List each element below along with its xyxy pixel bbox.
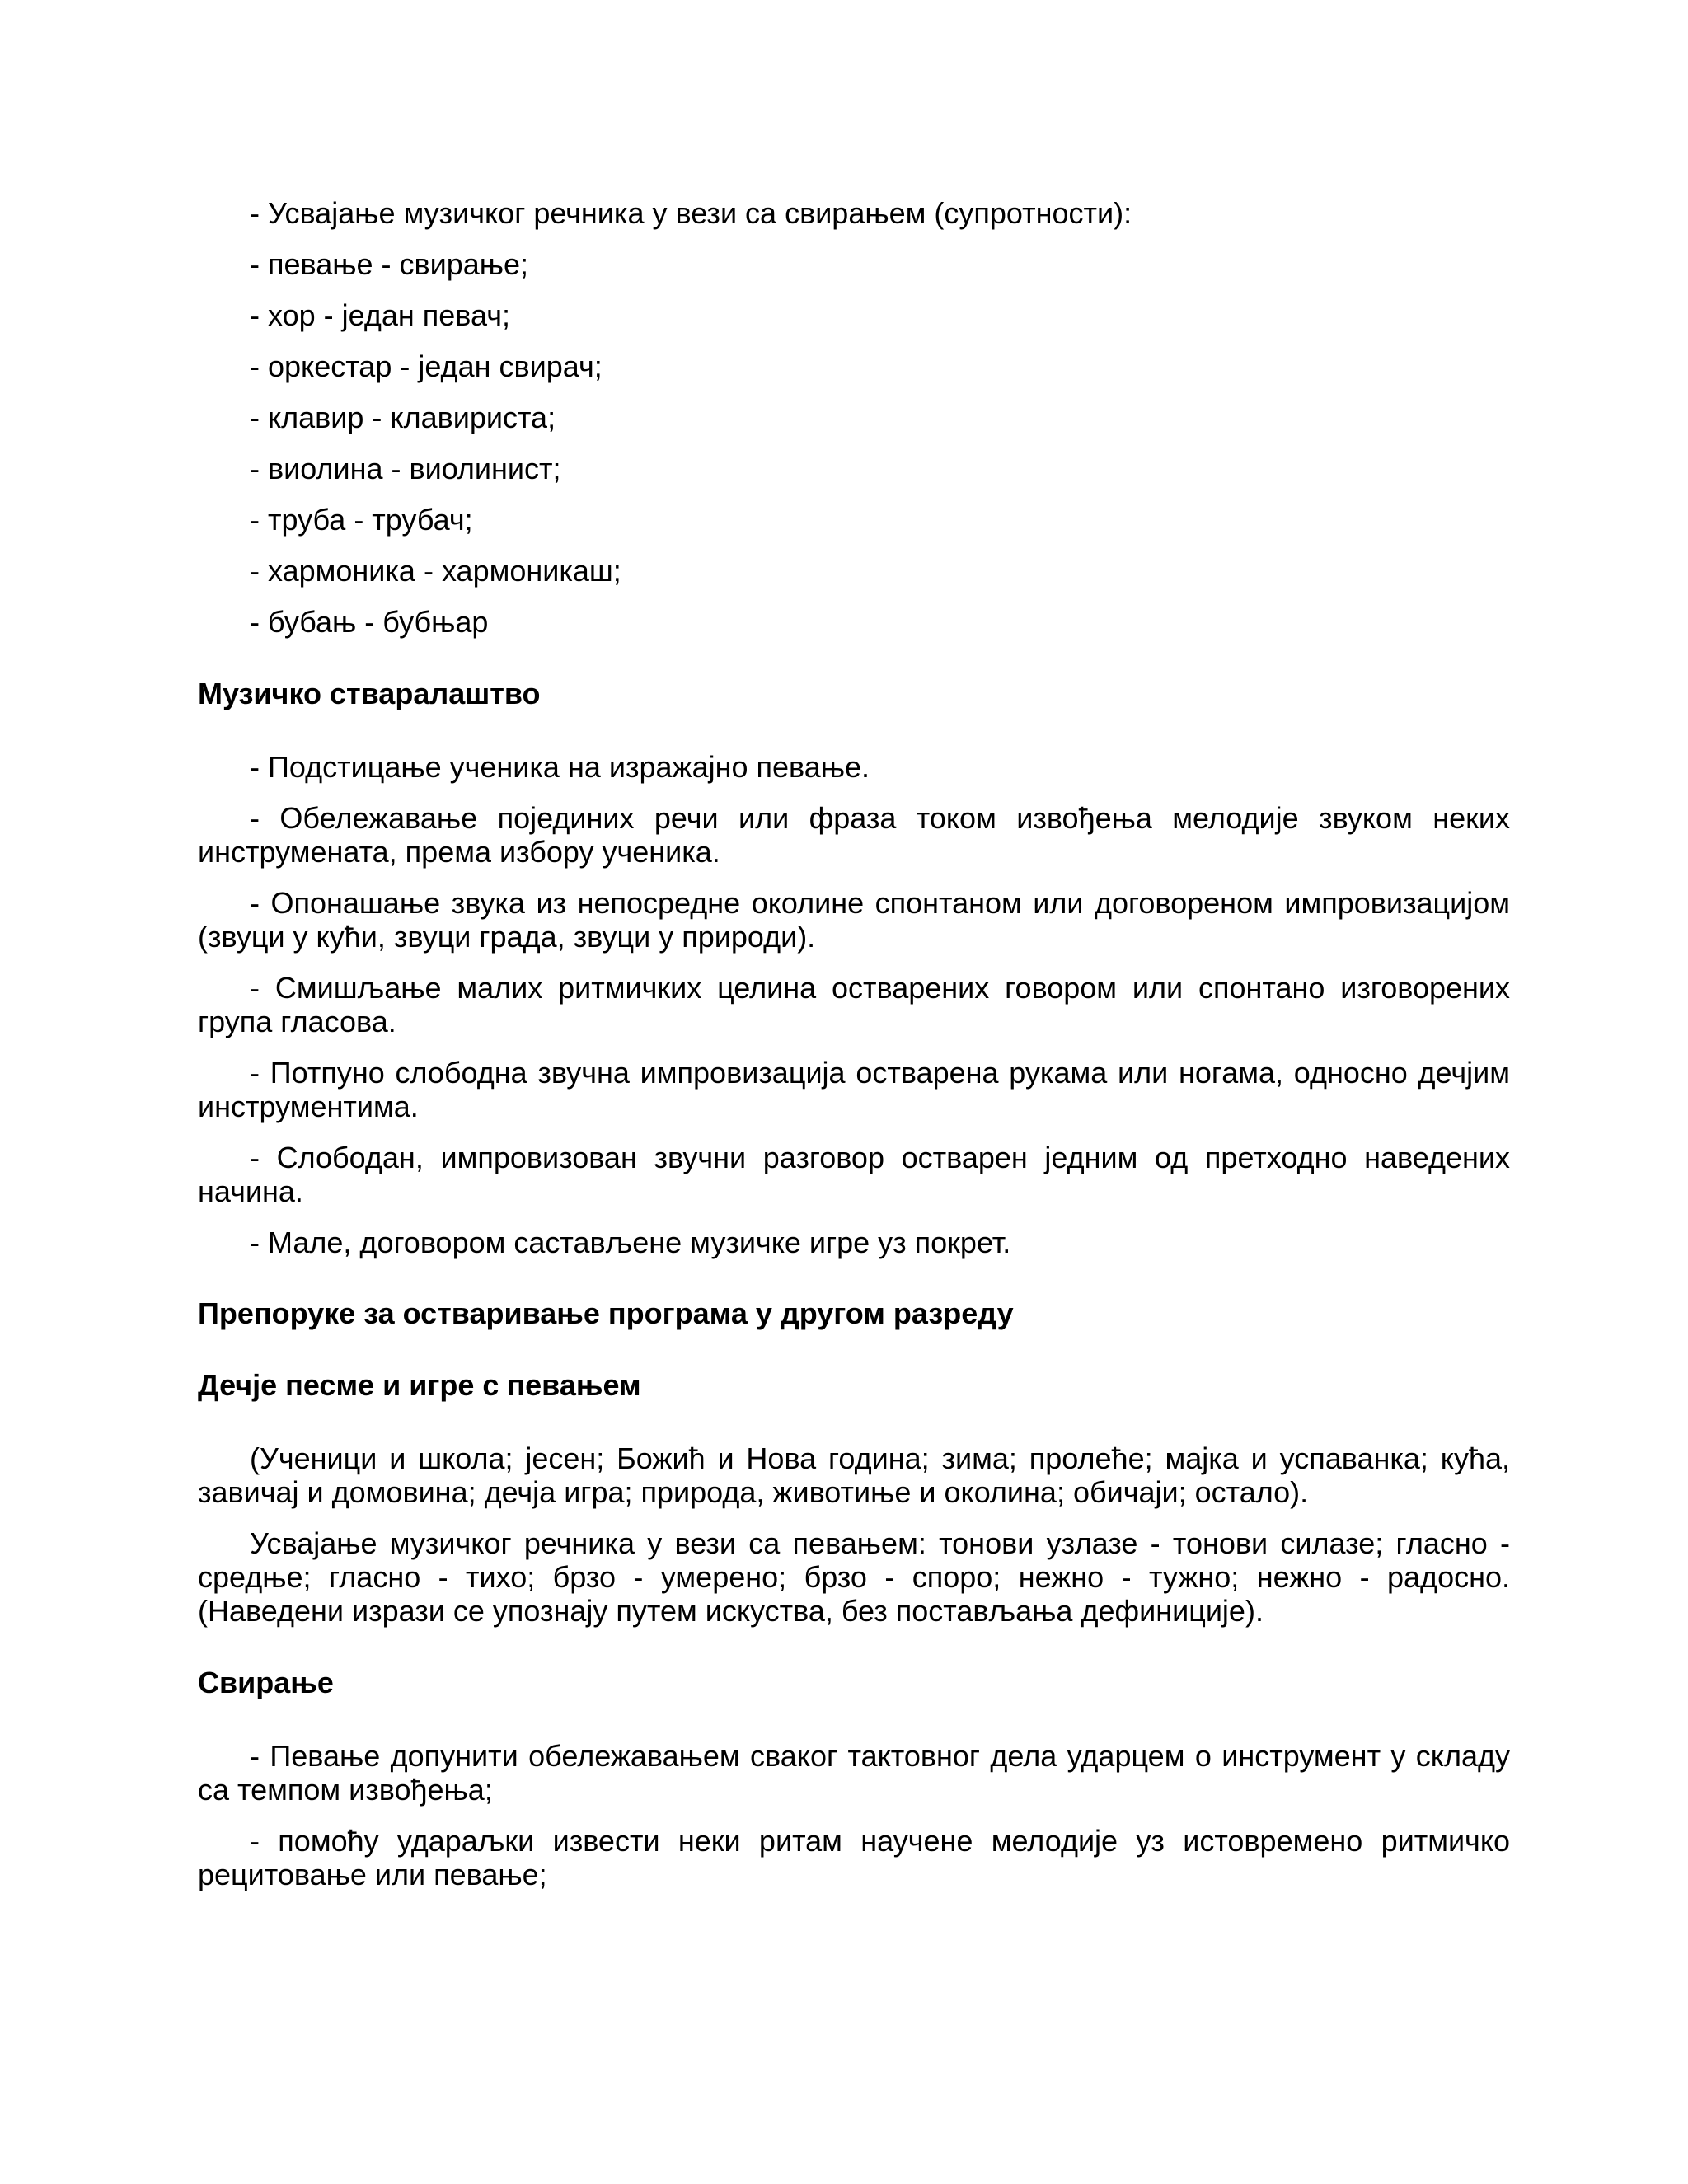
paragraph: - Слободан, импровизован звучни разговор остварен једним од претходно наведених начина. [198, 1141, 1510, 1208]
section-heading: Дечје песме и игре с певањем [198, 1368, 641, 1402]
paragraph: - Мале, договором састављене музичке игре уз покрет. [250, 1226, 1011, 1259]
list-item: - клавир - клавириста; [250, 401, 556, 434]
list-intro: - Усвајање музичког речника у вези са свирањем (супротности): [250, 196, 1132, 230]
paragraph: - Смишљање малих ритмичких целина остварених говором или спонтано изговорених група гласова. [198, 971, 1510, 1038]
section-heading: Музичко стваралаштво [198, 677, 541, 710]
paragraph: - Потпуно слободна звучна импровизација остварена рукама или ногама, односно дечјим инструментима. [198, 1056, 1510, 1123]
paragraph: - Подстицање ученика на изражајно певање. [250, 750, 870, 784]
paragraph: (Ученици и школа; јесен; Божић и Нова година; зима; пролеће; мајка и успаванка; кућа, завичај и домовина; дечја игра; природа, животиње и околина; обичаји; остало). [198, 1441, 1510, 1509]
paragraph: - Певање допунити обележавањем сваког тактовног дела ударцем о инструмент у складу са темпом извођења; [198, 1739, 1510, 1807]
paragraph: - помоћу удараљки извести неки ритам научене мелодије уз истовремено ритмичко рецитовање или певање; [198, 1824, 1510, 1891]
paragraph: - Опонашање звука из непосредне околине спонтаном или договореном импровизацијом (звуци у кући, звуци града, звуци у природи). [198, 886, 1510, 954]
list-item: - труба - трубач; [250, 503, 473, 537]
list-item: - хармоника - хармоникаш; [250, 554, 621, 588]
section-heading: Свирање [198, 1666, 334, 1699]
list-item: - оркестар - један свирач; [250, 349, 603, 383]
document-page [198, 196, 1510, 1891]
list-item: - хор - један певач; [250, 298, 510, 332]
paragraph: Усвајање музичког речника у вези са певањем: тонови узлазе - тонови силазе; гласно - средње; гласно - тихо; брзо - умерено; брзо - споро; нежно - тужно; нежно - радосно. (Наведени изрази се упознају путем искуства, без постављања дефиниције). [198, 1526, 1510, 1628]
list-item: - певање - свирање; [250, 247, 529, 281]
section-heading: Препоруке за остваривање програма у другом разреду [198, 1296, 1014, 1330]
list-item: - бубањ - бубњар [250, 605, 489, 639]
list-item: - виолина - виолинист; [250, 452, 561, 485]
paragraph: - Обележавање појединих речи или фраза током извођења мелодије звуком неких инструмената, према избору ученика. [198, 801, 1510, 869]
